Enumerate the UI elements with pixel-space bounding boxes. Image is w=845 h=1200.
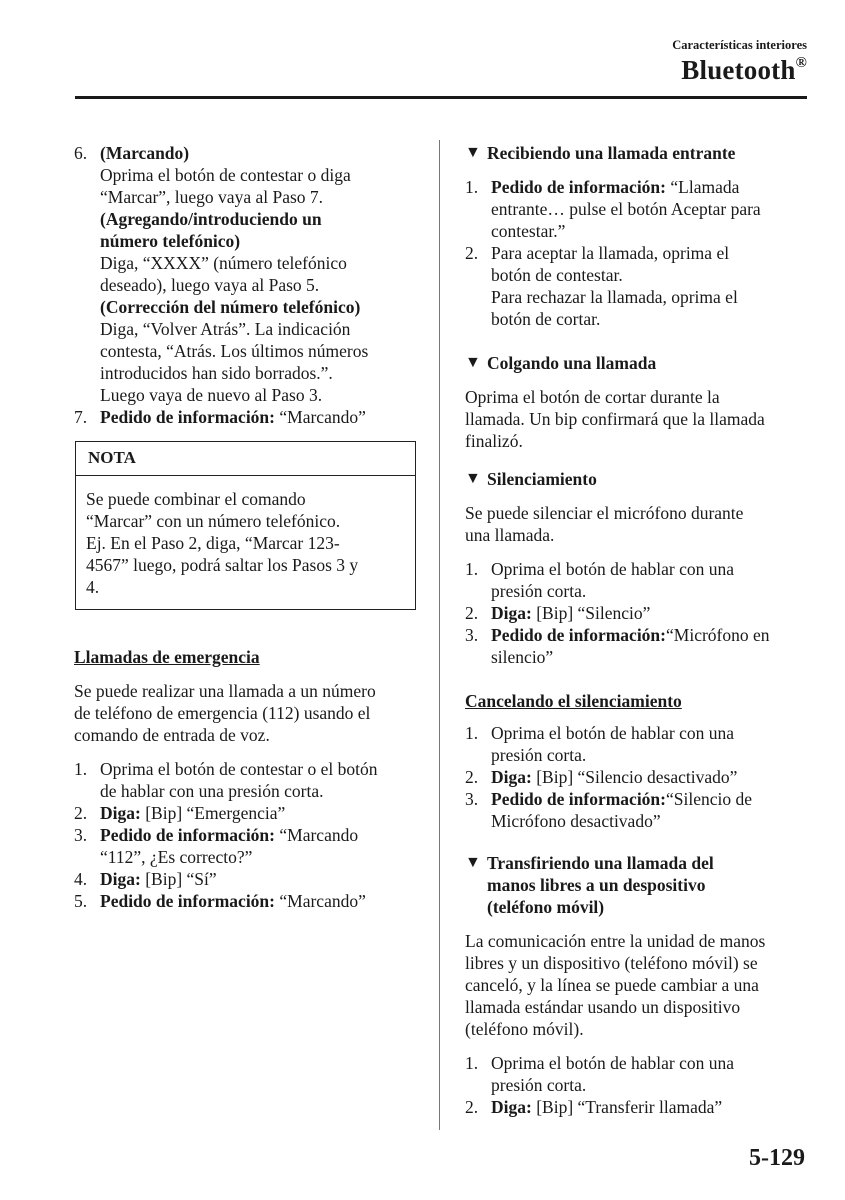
line-text: Para rechazar la llamada, oprima el: [491, 287, 738, 307]
line-text: presión corta.: [491, 745, 587, 765]
step-body: [491, 766, 810, 788]
line-text: introducidos han sido borrados.”.: [100, 363, 333, 383]
step-number: 1.: [465, 723, 479, 743]
line-text: Para aceptar la llamada, oprima el: [491, 243, 730, 263]
text-line: [491, 1052, 810, 1074]
right-column: [465, 142, 810, 1118]
step-body: [491, 1052, 810, 1096]
line-text: “Marcando: [275, 825, 359, 845]
list-item: [465, 788, 810, 832]
list-item: [74, 868, 419, 890]
incoming-heading-text: Recibiendo una llamada entrante: [487, 143, 736, 163]
line-text: silencio”: [491, 647, 554, 667]
text-line: [100, 274, 419, 296]
incoming-steps: [465, 176, 810, 330]
mute-heading-text: Silenciamiento: [487, 469, 597, 489]
text-line: llamada estándar usando un dispositivo: [465, 997, 741, 1017]
text-line: [491, 580, 810, 602]
text-line: [491, 744, 810, 766]
text-line: [100, 142, 419, 164]
step-body: [100, 406, 419, 428]
line-text: “Marcando”: [275, 891, 366, 911]
step-body: [100, 802, 419, 824]
line-text: de hablar con una presión corta.: [100, 781, 324, 801]
text-line: [100, 186, 419, 208]
step-number: 2.: [465, 767, 479, 787]
bold-label: Pedido de información:: [491, 625, 666, 645]
line-text: Luego vaya de nuevo al Paso 3.: [100, 385, 323, 405]
text-line: [491, 264, 810, 286]
text-line: [100, 164, 419, 186]
text-line: [491, 198, 810, 220]
transfer-steps: [465, 1052, 810, 1118]
text-line: Se puede silenciar el micrófono durante: [465, 503, 744, 523]
unmute-heading: Cancelando el silenciamiento: [465, 691, 682, 711]
section-label: Características interiores: [672, 38, 807, 52]
text-line: [491, 646, 810, 668]
line-text: contestar.”: [491, 221, 566, 241]
text-line: (teléfono móvil): [487, 897, 605, 917]
text-line: [491, 624, 810, 646]
step-body: [491, 558, 810, 602]
step-number: 2.: [465, 243, 479, 263]
text-line: [491, 722, 810, 744]
text-line: manos libres a un despositivo: [487, 875, 706, 895]
mute-heading: [465, 468, 810, 490]
registered-mark: ®: [795, 55, 807, 71]
bold-label: Pedido de información:: [491, 177, 666, 197]
line-text: Diga, “Volver Atrás”. La indicación: [100, 319, 351, 339]
step-body: [100, 142, 419, 406]
text-line: Oprima el botón de cortar durante la: [465, 387, 720, 407]
emergency-steps: [74, 758, 419, 912]
text-line: [100, 208, 419, 230]
bold-label: Diga:: [100, 803, 141, 823]
line-text: Oprima el botón de hablar con una: [491, 559, 734, 579]
text-line: [491, 810, 810, 832]
hangup-heading: [465, 352, 810, 374]
text-line: finalizó.: [465, 431, 523, 451]
emergency-heading: Llamadas de emergencia: [74, 647, 260, 667]
line-text: entrante… pulse el botón Aceptar para: [491, 199, 761, 219]
line-text: Diga, “XXXX” (número telefónico: [100, 253, 347, 273]
line-text: botón de contestar.: [491, 265, 623, 285]
text-line: Se puede combinar el comando: [86, 489, 306, 509]
list-item: [74, 824, 419, 868]
text-line: [491, 242, 810, 264]
text-line: canceló, y la línea se puede cambiar a una: [465, 975, 759, 995]
step-number: 7.: [74, 407, 88, 427]
text-line: Transfiriendo una llamada del: [487, 853, 714, 873]
text-line: [100, 384, 419, 406]
bold-label: Diga:: [491, 1097, 532, 1117]
step-body: [491, 624, 810, 668]
transfer-heading: [465, 852, 810, 918]
line-text: “112”, ¿Es correcto?”: [100, 847, 253, 867]
triangle-icon: ▼: [465, 354, 481, 371]
list-item: [465, 1052, 810, 1096]
line-text: presión corta.: [491, 581, 587, 601]
text-line: [100, 318, 419, 340]
text-line: [100, 362, 419, 384]
note-title: NOTA: [76, 442, 415, 476]
text-line: comando de entrada de voz.: [74, 725, 270, 745]
step-7: [74, 406, 419, 428]
text-line: [100, 230, 419, 252]
line-text: Oprima el botón de contestar o el botón: [100, 759, 378, 779]
text-line: Se puede realizar una llamada a un número: [74, 681, 376, 701]
text-line: [100, 890, 419, 912]
bold-label: Diga:: [491, 767, 532, 787]
step-number: 1.: [465, 177, 479, 197]
step-number: 3.: [74, 825, 88, 845]
text-line: “Marcar” con un número telefónico.: [86, 511, 341, 531]
step-number: 1.: [465, 1053, 479, 1073]
incoming-heading: [465, 142, 810, 164]
text-line: [491, 602, 810, 624]
step-body: [491, 1096, 810, 1118]
mute-paragraph: [465, 502, 810, 546]
line-text: [Bip] “Silencio desactivado”: [531, 767, 738, 787]
bold-label: (Marcando): [100, 143, 190, 163]
step-number: 5.: [74, 891, 88, 911]
emergency-paragraph: [74, 680, 419, 746]
text-line: [491, 1074, 810, 1096]
list-item: [465, 602, 810, 624]
triangle-icon: ▼: [465, 144, 481, 161]
line-text: deseado), luego vaya al Paso 5.: [100, 275, 320, 295]
text-line: 4567” luego, podrá saltar los Pasos 3 y: [86, 555, 359, 575]
line-text: contesta, “Atrás. Los últimos números: [100, 341, 369, 361]
list-item: [465, 722, 810, 766]
step-body: [491, 722, 810, 766]
header-rule: [75, 96, 807, 99]
text-line: 4.: [86, 577, 100, 597]
line-text: [Bip] “Emergencia”: [140, 803, 286, 823]
list-item: [465, 558, 810, 602]
hangup-paragraph: [465, 386, 810, 452]
left-column: [74, 142, 419, 912]
step-number: 1.: [74, 759, 88, 779]
bold-label: (Agregando/introduciendo un: [100, 209, 322, 229]
step-body: [100, 890, 419, 912]
page-title-text: Bluetooth: [681, 55, 796, 85]
bold-label: Pedido de información:: [491, 789, 666, 809]
bold-label: número telefónico): [100, 231, 241, 251]
step-body: [100, 824, 419, 868]
text-line: de teléfono de emergencia (112) usando el: [74, 703, 371, 723]
text-line: [491, 558, 810, 580]
note-box: [75, 441, 416, 610]
list-item: [465, 176, 810, 242]
bold-label: Pedido de información:: [100, 891, 275, 911]
text-line: [100, 406, 419, 428]
text-line: llamada. Un bip confirmará que la llamada: [465, 409, 765, 429]
list-item: [74, 802, 419, 824]
text-line: [100, 252, 419, 274]
bold-label: Diga:: [100, 869, 141, 889]
line-text: [Bip] “Sí”: [140, 869, 217, 889]
text-line: [100, 758, 419, 780]
step-number: 1.: [465, 559, 479, 579]
transfer-heading-text: [487, 852, 714, 918]
step-number: 4.: [74, 869, 88, 889]
bold-label: Pedido de información:: [100, 407, 275, 427]
step-number: 2.: [465, 1097, 479, 1117]
triangle-icon: ▼: [465, 854, 481, 871]
page-title: [681, 55, 807, 86]
step-6: [74, 142, 419, 406]
text-line: [100, 296, 419, 318]
step-body: [100, 868, 419, 890]
text-line: La comunicación entre la unidad de manos: [465, 931, 766, 951]
step-body: [491, 176, 810, 242]
list-item: [465, 624, 810, 668]
bold-label: Diga:: [491, 603, 532, 623]
text-line: [491, 176, 810, 198]
text-line: [491, 788, 810, 810]
line-text: botón de cortar.: [491, 309, 601, 329]
line-text: Oprima el botón de hablar con una: [491, 1053, 734, 1073]
step-number: 3.: [465, 789, 479, 809]
step-body: [100, 758, 419, 802]
list-item: [74, 890, 419, 912]
text-line: [491, 286, 810, 308]
line-text: “Silencio de: [666, 789, 753, 809]
list-item: [74, 406, 419, 428]
column-divider: [439, 140, 440, 1130]
unmute-steps: [465, 722, 810, 832]
list-item: [74, 758, 419, 802]
text-line: Ej. En el Paso 2, diga, “Marcar 123-: [86, 533, 340, 553]
text-line: (teléfono móvil).: [465, 1019, 584, 1039]
step-number: 3.: [465, 625, 479, 645]
line-text: [Bip] “Transferir llamada”: [531, 1097, 723, 1117]
bold-label: (Corrección del número telefónico): [100, 297, 361, 317]
bold-label: Pedido de información:: [100, 825, 275, 845]
triangle-icon: ▼: [465, 470, 481, 487]
step-number: 2.: [465, 603, 479, 623]
text-line: [100, 846, 419, 868]
note-body: [76, 476, 415, 609]
text-line: [100, 824, 419, 846]
text-line: [491, 308, 810, 330]
step-number: 2.: [74, 803, 88, 823]
list-item: [465, 242, 810, 330]
mute-steps: [465, 558, 810, 668]
line-text: [Bip] “Silencio”: [531, 603, 651, 623]
line-text: “Marcando”: [275, 407, 366, 427]
line-text: Micrófono desactivado”: [491, 811, 661, 831]
text-line: [100, 340, 419, 362]
hangup-heading-text: Colgando una llamada: [487, 353, 657, 373]
list-item: [465, 766, 810, 788]
text-line: [491, 1096, 810, 1118]
text-line: [100, 802, 419, 824]
step-body: [491, 788, 810, 832]
line-text: Oprima el botón de hablar con una: [491, 723, 734, 743]
text-line: [491, 220, 810, 242]
line-text: Oprima el botón de contestar o diga: [100, 165, 351, 185]
line-text: “Llamada: [666, 177, 740, 197]
text-line: [100, 868, 419, 890]
list-item: [465, 1096, 810, 1118]
text-line: [100, 780, 419, 802]
list-item: [74, 142, 419, 406]
step-number: 6.: [74, 143, 88, 163]
line-text: “Marcar”, luego vaya al Paso 7.: [100, 187, 324, 207]
text-line: libres y un dispositivo (teléfono móvil) se: [465, 953, 758, 973]
line-text: “Micrófono en: [666, 625, 770, 645]
page-number: 5-129: [749, 1145, 805, 1171]
text-line: [491, 766, 810, 788]
line-text: presión corta.: [491, 1075, 587, 1095]
text-line: una llamada.: [465, 525, 555, 545]
transfer-paragraph: [465, 930, 810, 1040]
step-body: [491, 242, 810, 330]
step-body: [491, 602, 810, 624]
